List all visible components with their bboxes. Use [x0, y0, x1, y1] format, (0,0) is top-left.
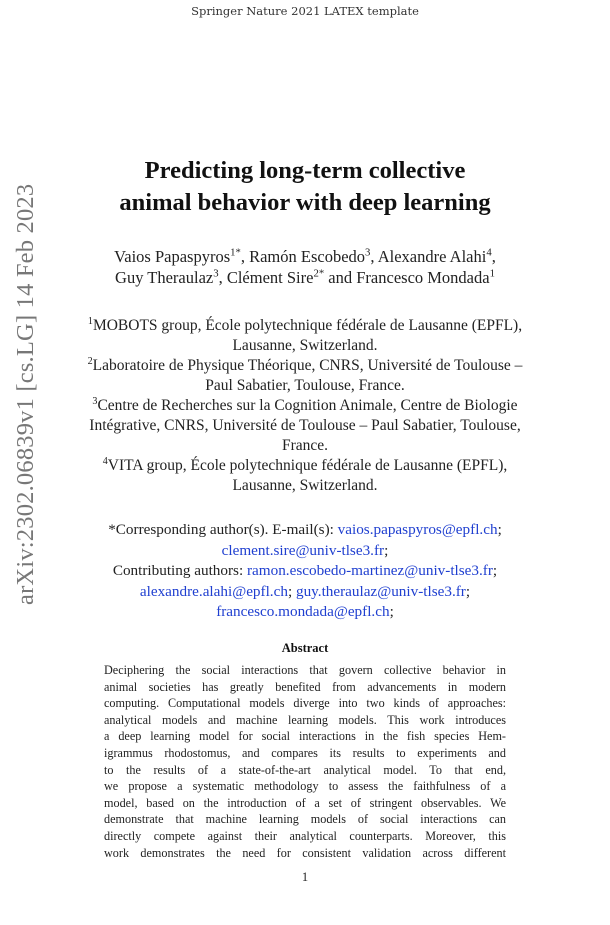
email-link[interactable]: alexandre.alahi@epfl.ch	[139, 582, 288, 600]
abstract-body	[104, 662, 506, 861]
affiliation-text: Centre de Recherches sur la Cognition Animale, Centre de Biologie Intégrative, CNRS, Université de Toulouse – Paul Sabatier, Toulouse, France.	[89, 397, 521, 454]
abstract-line: computing. Computational models diverge into two kinds of approaches:	[104, 696, 506, 711]
title-line: Predicting long-term collective	[144, 157, 466, 184]
corresponding-label: *Corresponding author(s). E-mail(s):	[108, 521, 334, 538]
running-header: Springer Nature 2021 LATEX template	[191, 4, 419, 18]
email-link[interactable]: guy.theraulaz@univ-tlse3.fr	[295, 582, 466, 600]
affiliation-mark: 1	[87, 315, 93, 327]
email-link[interactable]: clement.sire@univ-tlse3.fr	[221, 541, 385, 559]
author-affil-mark: 4	[486, 246, 492, 259]
affiliation-text: VITA group, École polytechnique fédérale de Lausanne (EPFL), Lausanne, Switzerland.	[107, 457, 508, 494]
affiliation-mark: 3	[92, 395, 98, 407]
author-name: Vaios Papaspyros	[114, 247, 231, 266]
affiliation	[78, 456, 532, 496]
author-name: Ramón Escobedo	[249, 247, 366, 266]
affiliation-text: MOBOTS group, École polytechnique fédérale de Lausanne (EPFL), Lausanne, Switzerland.	[92, 317, 523, 354]
author-affil-mark: 1*	[230, 246, 241, 259]
affiliation-mark: 2	[87, 355, 93, 367]
abstract-line: Deciphering the social interactions that govern collective behavior in	[104, 663, 506, 677]
author-conjunction: and	[328, 268, 353, 287]
abstract-line: analytical models and machine learning models. This work introduces	[104, 712, 506, 727]
title-line: animal behavior with deep learning	[119, 189, 491, 216]
abstract-line: work demonstrates the need for consistent validation across different	[104, 845, 506, 860]
affiliation	[78, 356, 532, 396]
affiliation	[78, 396, 532, 456]
email-link[interactable]: ramon.escobedo-martinez@univ-tlse3.fr	[246, 562, 493, 579]
abstract-line: model, based on the introduction of a set of stringent observables. We	[104, 795, 506, 810]
author-affil-mark: 1	[489, 267, 495, 280]
affiliation	[78, 316, 532, 356]
author-affil-mark: 3	[365, 246, 371, 259]
abstract-line: directly compete against their analytical counterparts. Moreover, this	[104, 828, 506, 843]
affiliation-text: Laboratoire de Physique Théorique, CNRS, Université de Toulouse – Paul Sabatier, Toulouse, France.	[92, 357, 523, 394]
author-name: Clément Sire	[226, 268, 314, 287]
email-link[interactable]: francesco.mondada@epfl.ch	[216, 603, 390, 620]
author-affil-mark: 2*	[313, 267, 325, 280]
author-name: Alexandre Alahi	[377, 247, 487, 266]
author-name: Francesco Mondada	[356, 268, 490, 287]
abstract-heading: Abstract	[281, 641, 329, 655]
abstract-line: a deep learning model for social interactions in the fish species Hem-	[104, 729, 506, 744]
arxiv-identifier: arXiv:2302.06839v1 [cs.LG] 14 Feb 2023	[12, 183, 39, 605]
author-name: Guy Theraulaz	[115, 268, 214, 287]
abstract-line: igrammus rhodostomus, and compares its results to experiments and	[104, 745, 506, 760]
author-list: Vaios Papaspyros$^{1*}$, Ramón Escobedo$^3$, Alexandre Alahi$^4$, Guy Theraulaz$^3$, Clément Sire$^{2*}$ and Francesco Mondada$^1$	[114, 246, 496, 287]
abstract-line: we propose a systematic methodology to assess the faithfulness of a	[104, 779, 506, 794]
page-number: 1	[301, 870, 309, 884]
abstract-line: to the results of a state-of-the-art analytical model. To that end,	[104, 762, 506, 777]
abstract-line: animal societies has greatly benefited from advancements in modern	[104, 679, 506, 694]
contributing-label: Contributing authors:	[112, 562, 244, 579]
email-link[interactable]: vaios.papaspyros@epfl.ch	[337, 521, 498, 538]
affiliation-list	[78, 316, 532, 496]
paper-title	[70, 155, 540, 219]
correspondence-block: *Corresponding author(s). E-mail(s): vaios.papaspyros@epfl.ch; clement.sire@univ-tlse3.fr; Contributing authors: ramon.escobedo-martinez@univ-tlse3.fr; alexandre.alahi@epfl.ch; guy.theraulaz@univ-tlse3.fr; francesco.mondada@epfl.ch;	[108, 521, 502, 620]
abstract-line: demonstrate that machine learning models of social interactions can	[104, 812, 506, 827]
author-affil-mark: 3	[213, 267, 219, 280]
affiliation-mark: 4	[102, 455, 108, 467]
